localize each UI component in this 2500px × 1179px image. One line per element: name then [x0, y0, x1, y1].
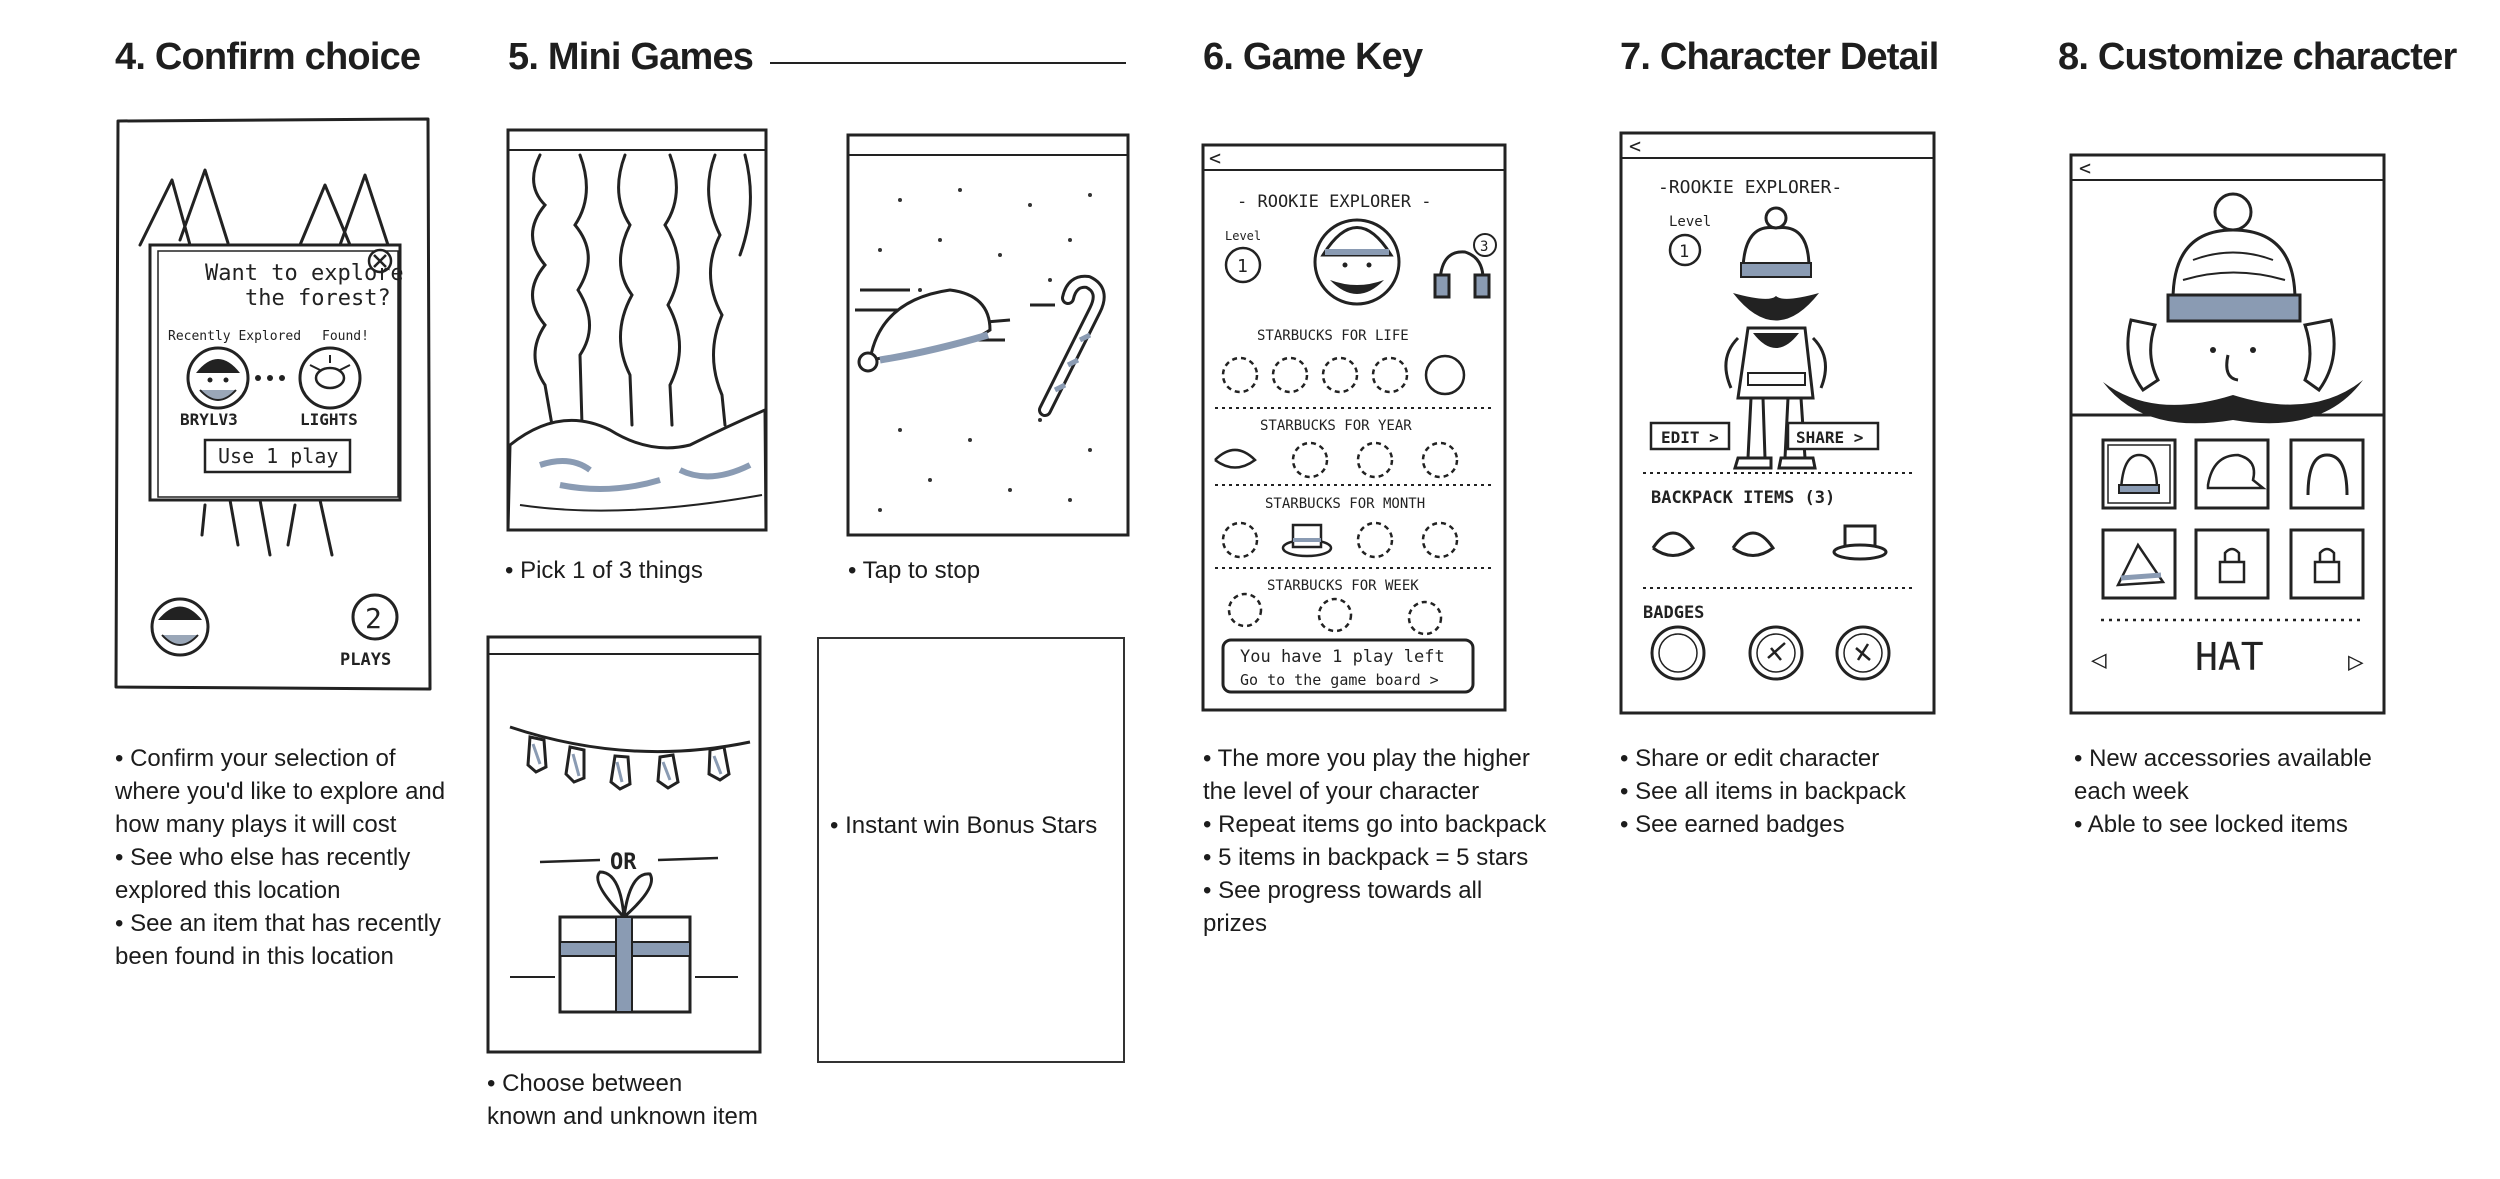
confirm-choice-sketch: [110, 115, 440, 695]
character-detail-sketch: [1613, 128, 1948, 723]
section-title-confirm-choice: 4. Confirm choice: [115, 36, 421, 78]
category-label: HAT: [2195, 635, 2264, 679]
note-line: how many plays it will cost: [115, 811, 397, 838]
note-line: • See earned badges: [1620, 811, 1845, 838]
customize-character-sketch: [2063, 150, 2398, 720]
mini-games-divider: [770, 62, 1126, 64]
known-unknown-sketch: [480, 632, 770, 1062]
play-left-line1: You have 1 play left: [1240, 647, 1445, 667]
level-label: Level: [1669, 214, 1712, 230]
found-label: Found!: [322, 329, 369, 344]
use-play-label: Use 1 play: [218, 444, 339, 468]
plays-label: PLAYS: [340, 650, 392, 670]
headphones-count: 3: [1480, 239, 1489, 255]
play-left-line2: Go to the game board >: [1240, 671, 1439, 689]
section-title-customize-character: 8. Customize character: [2058, 36, 2457, 78]
character-detail-notes: [1620, 742, 1906, 841]
note-line: • Share or edit character: [1620, 745, 1880, 772]
game-key-heading: - ROOKIE EXPLORER -: [1237, 192, 1432, 212]
instant-win-frame: [817, 637, 1125, 1063]
share-label: SHARE >: [1796, 428, 1864, 447]
back-icon: <: [1209, 146, 1222, 170]
known-unknown-caption-2: known and unknown item: [487, 1103, 758, 1130]
modal-prompt-line2: the forest?: [245, 286, 391, 311]
back-icon: <: [1629, 134, 1642, 158]
section-title-mini-games: 5. Mini Games: [508, 36, 754, 78]
note-line: • New accessories available: [2074, 745, 2372, 772]
or-label: OR: [610, 850, 637, 875]
note-line: • See progress towards all: [1203, 877, 1483, 904]
note-line: • Able to see locked items: [2074, 811, 2348, 838]
badges-label: BADGES: [1643, 603, 1705, 623]
recently-explored-label: Recently Explored: [168, 329, 302, 344]
customize-notes: [2074, 742, 2372, 841]
game-key-notes: [1203, 742, 1546, 940]
note-line: where you'd like to explore and: [115, 778, 446, 805]
note-line: each week: [2074, 778, 2189, 805]
known-unknown-caption: • Choose between: [487, 1070, 683, 1097]
note-line: • 5 items in backpack = 5 stars: [1203, 844, 1529, 871]
lock-icon: [2220, 562, 2244, 582]
tap-to-stop-sketch: [840, 130, 1135, 545]
tier-month-label: STARBUCKS FOR MONTH: [1265, 496, 1426, 512]
character-detail-heading: -ROOKIE EXPLORER-: [1658, 177, 1843, 198]
game-key-sketch: [1195, 140, 1515, 720]
found-item-name: LIGHTS: [300, 410, 358, 429]
edit-label: EDIT >: [1661, 428, 1719, 447]
lock-icon: [2315, 562, 2339, 582]
section-title-game-key: 6. Game Key: [1203, 36, 1423, 78]
level-value: 1: [1679, 242, 1690, 262]
note-line: • See who else has recently: [115, 844, 411, 871]
tier-year-label: STARBUCKS FOR YEAR: [1260, 418, 1412, 434]
note-line: prizes: [1203, 910, 1268, 937]
note-line: • The more you play the higher: [1203, 745, 1530, 772]
note-line: been found in this location: [115, 943, 394, 970]
player-avatar: [152, 599, 208, 655]
item-slot-earmuffs: [2291, 440, 2363, 508]
confirm-choice-notes: [115, 742, 445, 973]
next-arrow-icon: ▷: [2348, 647, 2364, 677]
note-line: the level of your character: [1203, 778, 1480, 805]
backpack-label: BACKPACK ITEMS (3): [1651, 488, 1836, 508]
prev-arrow-icon: ◁: [2091, 645, 2107, 675]
note-line: • See all items in backpack: [1620, 778, 1906, 805]
tier-life-label: STARBUCKS FOR LIFE: [1257, 328, 1409, 344]
explore-modal: [150, 245, 404, 500]
back-icon: <: [2079, 156, 2092, 180]
tier-week-label: STARBUCKS FOR WEEK: [1267, 578, 1419, 594]
note-line: explored this location: [115, 877, 341, 904]
pick-one-sketch: [500, 125, 775, 537]
modal-prompt-line1: Want to explore: [205, 261, 404, 286]
explorer-username: BRYLV3: [180, 410, 238, 429]
note-line: • Repeat items go into backpack: [1203, 811, 1547, 838]
pick-one-caption: • Pick 1 of 3 things: [505, 557, 703, 584]
cup-icon: [1426, 356, 1464, 394]
level-label: Level: [1225, 229, 1262, 243]
tap-to-stop-caption: • Tap to stop: [848, 557, 981, 584]
note-line: • Confirm your selection of: [115, 745, 396, 772]
instant-win-caption: • Instant win Bonus Stars: [830, 812, 1098, 839]
note-line: • See an item that has recently: [115, 910, 441, 937]
section-title-character-detail: 7. Character Detail: [1620, 36, 1939, 78]
avatar: [1315, 220, 1399, 304]
plays-count: 2: [365, 602, 382, 635]
level-value: 1: [1237, 256, 1248, 277]
